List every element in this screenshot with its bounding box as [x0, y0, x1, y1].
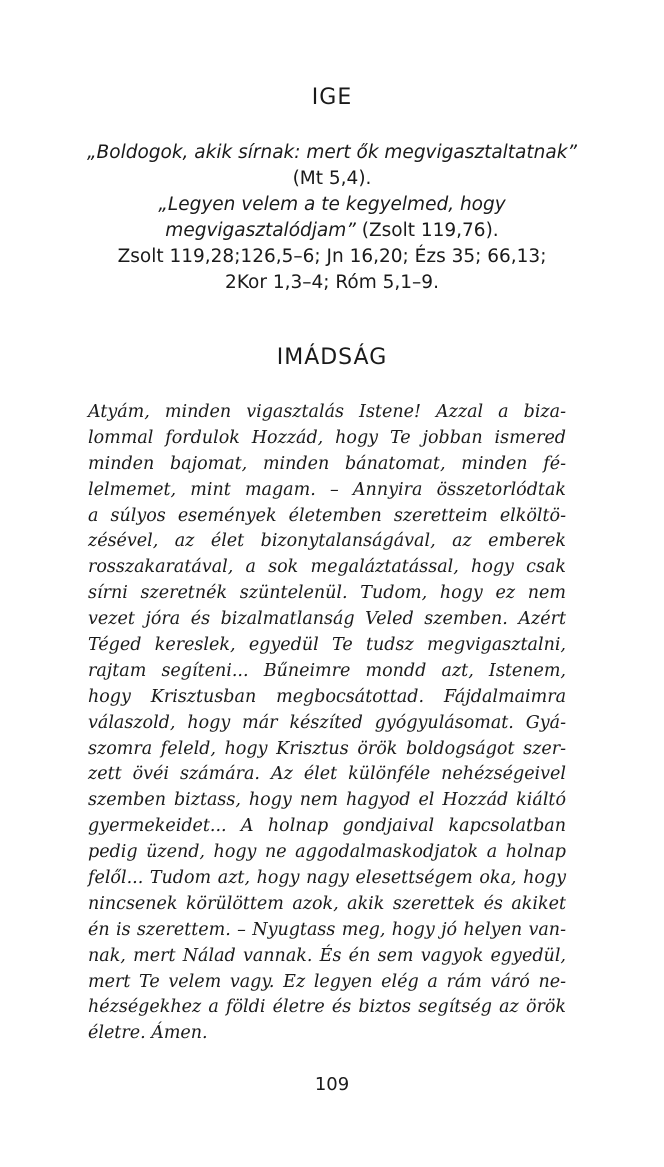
prayer-line: felől... Tudom azt, hogy nagy elesettségem oka, hogy [88, 868, 566, 889]
prayer-line: sírni szeretnék szüntelenül. Tudom, hogy ez nem [88, 583, 566, 604]
prayer-line: hogy Krisztusban megbocsátottad. Fájdalmaimra [88, 686, 566, 707]
related-references-line-1: Zsolt 119,28;126,5–6; Jn 16,20; Ézs 35; 66,13; [117, 246, 547, 267]
prayer-line: Atyám, minden vigasztalás Istene! Azzal a biza- [88, 402, 566, 422]
prayer-line: zett övéi számára. Az élet különféle nehézségeivel [88, 764, 566, 785]
prayer-line: minden bajomat, minden bánatomat, minden fé- [88, 453, 566, 474]
page-number: 109 [314, 1074, 350, 1095]
scripture-quote-2-text: megvigasztalódjam” [165, 220, 356, 241]
prayer-line: hézségekhez a földi életre és biztos segítség az örök [88, 997, 566, 1018]
prayer-line: nincsenek körülöttem azok, akik szerettek és akiket [88, 893, 566, 914]
section-heading-imadsag: IMÁDSÁG [276, 345, 388, 370]
prayer-line: szemben biztass, hogy nem hagyod el Hozzád kiáltó [88, 790, 566, 811]
scripture-quote-2-line-1: „Legyen velem a te kegyelmed, hogy [158, 194, 506, 215]
scripture-quote-2-line-2 [60, 218, 604, 244]
prayer-line: rosszakaratával, a sok megaláztatással, hogy csak [88, 557, 566, 578]
prayer-line: mert Te velem vagy. Ez legyen elég a rám váró ne- [88, 971, 566, 992]
prayer-line: válaszold, hogy már készíted gyógyulásomat. Gyá- [88, 712, 566, 733]
prayer-line: vezet jóra és bizalmatlanság Veled szemben. Azért [88, 609, 566, 630]
prayer-line: rajtam segíteni... Bűneimre mondd azt, Istenem, [88, 660, 566, 681]
prayer-line: zésével, az élet bizonytalanságával, az emberek [88, 531, 566, 552]
scripture-block [60, 140, 604, 296]
prayer-line: lelmemet, mint magam. – Annyira összetorlódtak [88, 479, 566, 500]
related-references-line-2: 2Kor 1,3–4; Róm 5,1–9. [225, 272, 439, 293]
prayer-line: Téged kereslek, egyedül Te tudsz megvigasztalni, [88, 635, 566, 656]
prayer-line: nak, mert Nálad vannak. És én sem vagyok egyedül, [88, 945, 566, 966]
scripture-quote-1: „Boldogok, akik sírnak: mert ők megvigasztaltatnak” [86, 142, 578, 163]
prayer-line: a súlyos események életemben szeretteim elköltö- [88, 505, 566, 526]
prayer-line: pedig üzend, hogy ne aggodalmaskodjatok a holnap [88, 842, 566, 863]
scripture-reference-2: (Zsolt 119,76). [355, 220, 499, 241]
prayer-line: szomra feleld, hogy Krisztus örök boldogságot szer- [88, 738, 566, 759]
scripture-reference-1: (Mt 5,4). [292, 168, 372, 189]
prayer-line: én is szerettem. – Nyugtass meg, hogy jó helyen van- [88, 919, 566, 940]
prayer-text [88, 400, 566, 1047]
prayer-line: gyermekeidet... A holnap gondjaival kapcsolatban [88, 816, 566, 837]
section-heading-ige: IGE [311, 85, 353, 110]
prayer-line: lommal fordulok Hozzád, hogy Te jobban ismered [88, 427, 566, 448]
prayer-line-last: életre. Ámen. [88, 1023, 208, 1044]
